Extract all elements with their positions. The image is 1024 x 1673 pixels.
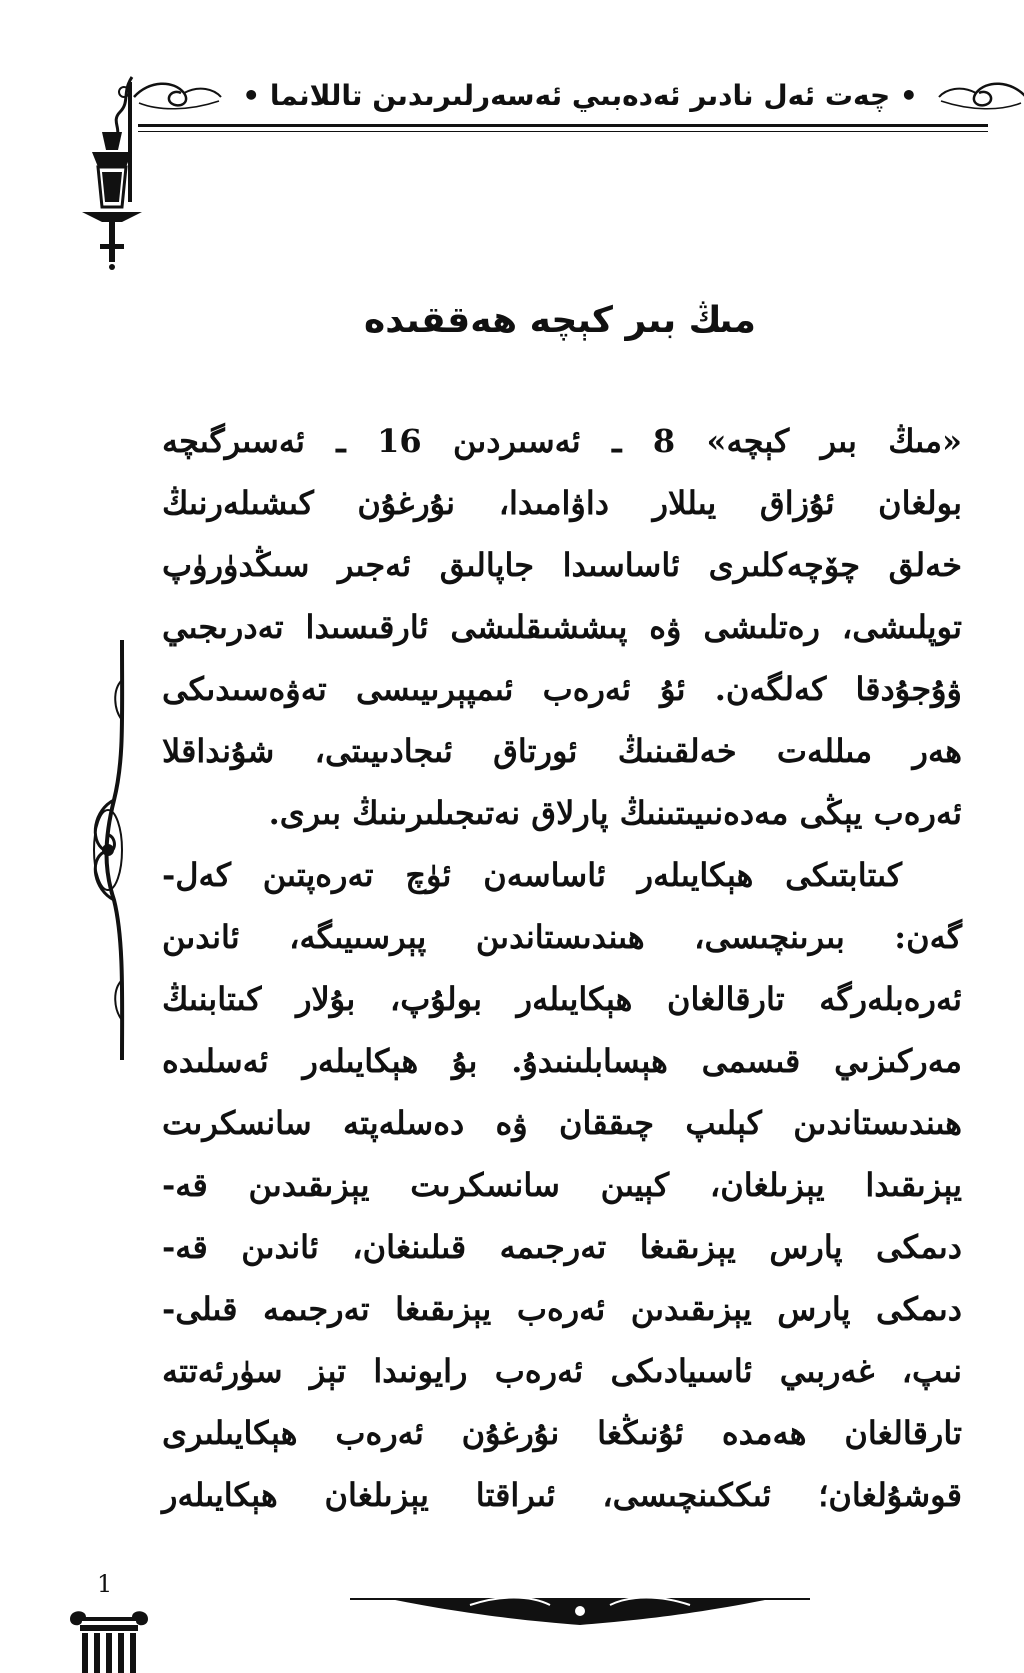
side-vine-ornament xyxy=(84,640,134,1060)
page-number: 1 xyxy=(97,1570,113,1598)
text-line: قوشۇلغان؛ ئىككىنچىسى، ئىراقتا يېزىلغان ھېكايىلەر xyxy=(162,1476,962,1514)
body-text xyxy=(162,410,962,1526)
text-line: دىمكى پارس يېزىقىغا تەرجىمە قىلىنغان، ئاندىن قە- xyxy=(162,1228,962,1266)
text-line: ئەرەبلەرگە تارقالغان ھېكايىلەر بولۇپ، بۇلار كىتابنىڭ xyxy=(162,980,962,1018)
text-line: توپلىشى، رەتلىشى ۋە پىششىقلىشى ئارقىسىدا تەدرىجىي xyxy=(162,608,962,646)
text-line: گەن: بىرىنچىسى، ھىندىستاندىن پېرسىيىگە، ئاندىن xyxy=(162,918,962,956)
text-line: مەركىزىي قىسمى ھېسابلىنىدۇ. بۇ ھېكايىلەر ئەسلىدە xyxy=(162,1042,962,1080)
pillar-column-ornament xyxy=(66,1605,152,1673)
header-flourish-left-icon xyxy=(129,75,224,115)
bottom-flourish-ornament xyxy=(350,1585,810,1630)
text-line: يېزىقىدا يېزىلغان، كېيىن سانسكرىت يېزىقىدىن قە- xyxy=(162,1166,962,1204)
text-line: «مىڭ بىر كېچە» 8 ـ ئەسىردىن 16 ـ ئەسىرگىچە xyxy=(162,422,963,460)
text-line: ۋۇجۇدقا كەلگەن. ئۇ ئەرەب ئىمپېرىيىسى تەۋەسىدىكى xyxy=(162,670,963,708)
text-line: بولغان ئۇزاق يىللار داۋامىدا، نۇرغۇن كىشىلەرنىڭ xyxy=(162,484,963,522)
text-line: خەلق چۆچەكلىرى ئاساسىدا جاپالىق ئەجىر سىڭدۈرۈپ xyxy=(162,546,962,584)
running-header-title: • چەت ئەل نادىر ئەدەبىي ئەسەرلىرىدىن تاللانما • xyxy=(242,78,918,112)
header-flourish-right-icon xyxy=(936,75,1024,115)
text-line: ھىندىستاندىن كېلىپ چىققان ۋە دەسلەپتە سانسكرىت xyxy=(162,1104,962,1142)
chapter-title: مىڭ بىر كېچە ھەققىدە xyxy=(364,300,756,341)
text-line: ھەر مىللەت خەلقىنىڭ ئورتاق ئىجادىيىتى، شۇنداقلا xyxy=(162,732,962,770)
text-line: دىمكى پارس يېزىقىدىن ئەرەب يېزىقىغا تەرجىمە قىلى- xyxy=(162,1290,962,1328)
text-line: ئەرەب يېڭى مەدەنىيىتىنىڭ پارلاق نەتىجىلىرىنىڭ بىرى. xyxy=(268,794,962,832)
text-line: تارقالغان ھەمدە ئۇنىڭغا نۇرغۇن ئەرەب ھېكايىلىرى xyxy=(162,1414,963,1452)
text-line: كىتابتىكى ھېكايىلەر ئاساسەن ئۈچ تەرەپتىن كەل- xyxy=(162,856,902,894)
running-header xyxy=(200,70,960,120)
text-line: نىپ، غەربىي ئاسىيادىكى ئەرەب رايونىدا تېز سۈرئەتتە xyxy=(162,1352,962,1390)
header-rule-thick xyxy=(138,124,988,127)
header-rule-thin xyxy=(138,131,988,132)
